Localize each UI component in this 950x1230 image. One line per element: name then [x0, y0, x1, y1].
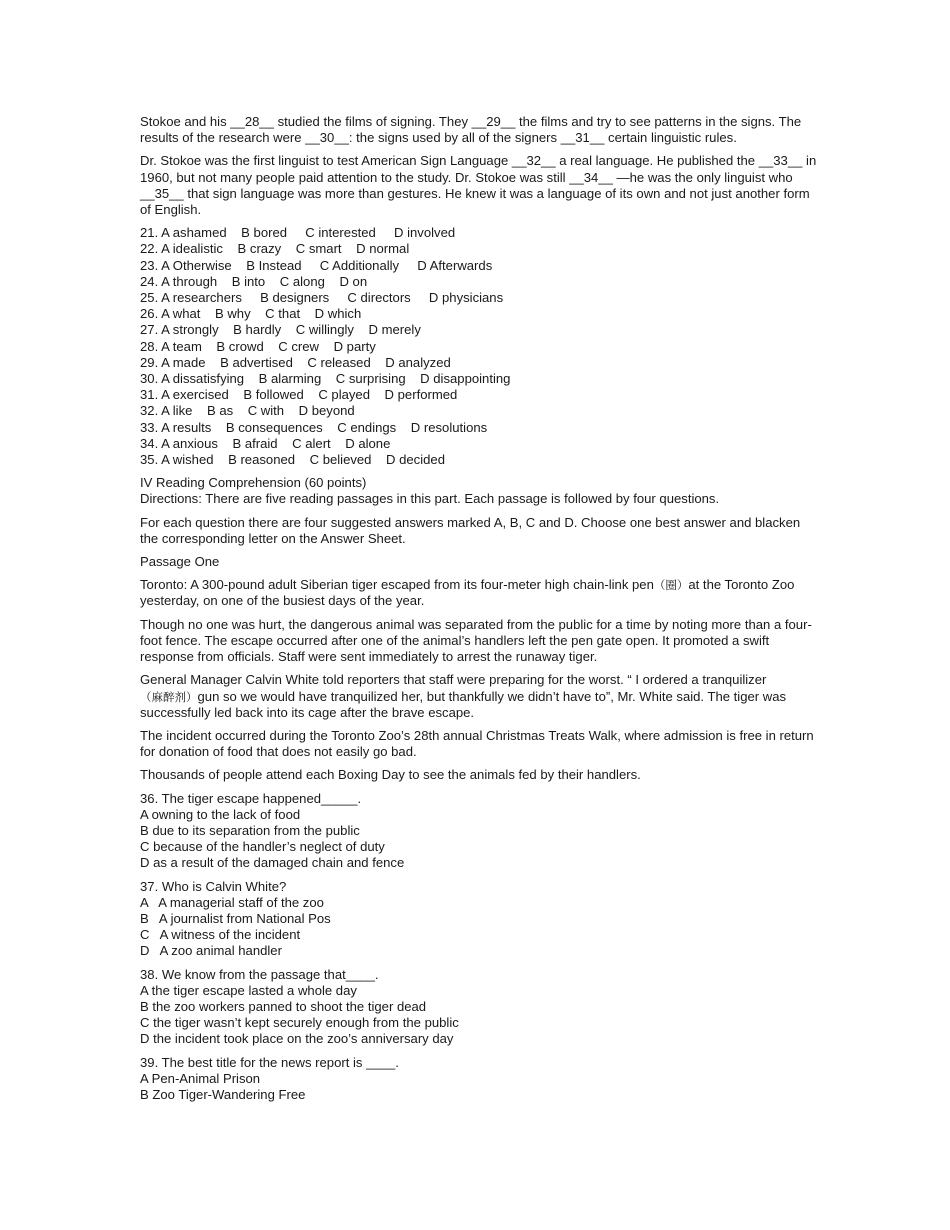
answer-choice: D A zoo animal handler [140, 943, 282, 959]
passage-paragraph-1 [140, 577, 820, 609]
answer-choice: D the incident took place on the zoo’s anniversary day [140, 1031, 454, 1047]
passage-p1-text-a: Toronto: A 300-pound adult Siberian tiger escaped from its four-meter high chain-link pen [140, 577, 654, 593]
reading-section-header [140, 475, 820, 507]
question-36 [140, 791, 820, 872]
option-line-35: 35. A wished B reasoned C believed D decided [140, 452, 445, 468]
answer-choice: B the zoo workers panned to shoot the tiger dead [140, 998, 427, 1014]
section-directions: Directions: There are five reading passages in this part. Each passage is followed by four questions. [140, 491, 720, 507]
passage-paragraph-2: Though no one was hurt, the dangerous animal was separated from the public for a time by noting more than a four-foot fence. The escape occurred after one of the animal’s handlers left the pen gate open. It promoted a swift response from officials. Staff were sent immediately to arrest the runaway tiger. [140, 616, 812, 665]
passage-p3-gloss: （麻醉剂） [140, 689, 198, 704]
answer-choice: A owning to the lack of food [140, 806, 301, 822]
option-line-25: 25. A researchers B designers C directors D physicians [140, 290, 504, 306]
option-line-24: 24. A through B into C along D on [140, 273, 368, 289]
option-line-21: 21. A ashamed B bored C interested D involved [140, 225, 456, 241]
passage-p3-text-a: General Manager Calvin White told reporters that staff were preparing for the worst. “ I ordered a tranquilizer [140, 672, 767, 688]
question-stem: 38. We know from the passage that____. [140, 966, 379, 982]
answer-choice: B Zoo Tiger-Wandering Free [140, 1086, 306, 1102]
answer-choice: A A managerial staff of the zoo [140, 894, 324, 910]
section-instructions: For each question there are four suggested answers marked A, B, C and D. Choose one best answer and blacken the corresponding letter on the Answer Sheet. [140, 514, 801, 546]
passage-title: Passage One [140, 554, 220, 570]
cloze-options-list [140, 225, 820, 468]
option-line-29: 29. A made B advertised C released D analyzed [140, 354, 451, 370]
passage-paragraph-3 [140, 672, 820, 721]
option-line-23: 23. A Otherwise B Instead C Additionally D Afterwards [140, 257, 493, 273]
answer-choice: C the tiger wasn’t kept securely enough from the public [140, 1015, 459, 1031]
option-line-33: 33. A results B consequences C endings D resolutions [140, 419, 488, 435]
document-page [140, 114, 820, 1110]
passage-paragraph-5: Thousands of people attend each Boxing Day to see the animals fed by their handlers. [140, 767, 641, 783]
passage-p1-text-b: at the Toronto Zoo yesterday, on one of the busiest days of the year. [140, 577, 795, 609]
question-37 [140, 879, 820, 960]
answer-choice: C because of the handler’s neglect of duty [140, 839, 385, 855]
cloze-paragraph-2: Dr. Stokoe was the first linguist to test American Sign Language __32__ a real language. He published the __33__ in 1960, but not many people paid attention to the study. Dr. Stokoe was still __34__ —he was the only linguist who __35__ that sign language was more than gestures. He knew it was a language of its own and not just another form of English. [140, 153, 817, 218]
cloze-paragraph-1: Stokoe and his __28__ studied the films of signing. They __29__ the films and try to see patterns in the signs. The results of the research were __30__: the signs used by all of the signers __31__ certain linguistic rules. [140, 114, 802, 146]
question-stem: 36. The tiger escape happened_____. [140, 790, 362, 806]
option-line-22: 22. A idealistic B crazy C smart D normal [140, 241, 410, 257]
passage-p1-gloss: （圈） [653, 578, 689, 593]
answer-choice: C A witness of the incident [140, 927, 301, 943]
option-line-26: 26. A what B why C that D which [140, 306, 362, 322]
passage-paragraph-4: The incident occurred during the Toronto Zoo’s 28th annual Christmas Treats Walk, where admission is free in return for donation of food that does not easily go bad. [140, 727, 814, 760]
question-stem: 39. The best title for the news report is ____. [140, 1054, 399, 1070]
question-stem: 37. Who is Calvin White? [140, 878, 287, 894]
option-line-30: 30. A dissatisfying B alarming C surprising D disappointing [140, 371, 511, 387]
answer-choice: A Pen-Animal Prison [140, 1070, 261, 1086]
question-39 [140, 1055, 820, 1104]
answer-choice: A the tiger escape lasted a whole day [140, 982, 357, 998]
answer-choice: B due to its separation from the public [140, 822, 360, 838]
option-line-32: 32. A like B as C with D beyond [140, 403, 355, 419]
option-line-28: 28. A team B crowd C crew D party [140, 338, 376, 354]
answer-choice: D as a result of the damaged chain and fence [140, 855, 405, 871]
question-38 [140, 967, 820, 1048]
section-heading: IV Reading Comprehension (60 points) [140, 475, 367, 491]
option-line-34: 34. A anxious B afraid C alert D alone [140, 435, 391, 451]
passage-p3-text-b: gun so we would have tranquilized her, but thankfully we didn’t have to”, Mr. White said. The tiger was successfully led back into its cage after the brave escape. [140, 688, 787, 720]
option-line-27: 27. A strongly B hardly C willingly D merely [140, 322, 421, 338]
answer-choice: B A journalist from National Pos [140, 910, 331, 926]
option-line-31: 31. A exercised B followed C played D performed [140, 387, 458, 403]
